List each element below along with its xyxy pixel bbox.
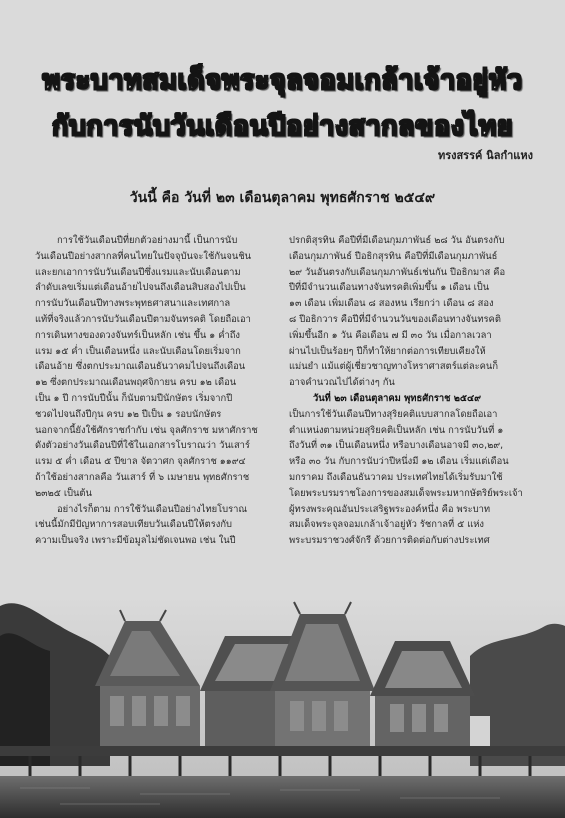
paragraph-line: ความเป็นจริง เพราะมีข้อมูลไม่ชัดเจนพอ เช่น ในปี	[35, 535, 236, 547]
paragraph-line: การเดินทางของดวงจันทร์เป็นหลัก เช่น ขึ้น ๑ ค่ำถึง	[35, 329, 240, 341]
paragraph-line: ๒๓๒๕ เป็นต้น	[35, 487, 92, 499]
paragraph-line: ปรกติสุรทิน คือปีที่มีเดือนกุมภาพันธ์ ๒๘ วัน อันตรงกับ	[289, 235, 505, 246]
paragraph-line: ๒๙ วันอันตรงกับเดือนกุมภาพันธ์เช่นกัน ปีอธิกมาส คือ	[289, 266, 506, 278]
paragraph-line: ๑๓ เดือน เพิ่มเดือน ๘ สองหน เรียกว่า เดือน ๘ สอง	[289, 298, 494, 310]
paragraph-line: เช่นนี้มักมีปัญหาการสอบเทียบวันเดือนปีให้ตรงกับ	[35, 519, 232, 531]
paragraph-line: แรม ๕ ค่ำ เดือน ๕ ปีขาล จัตวาศก จุลศักราช ๑๑๙๔	[35, 456, 246, 468]
article-title-line-2: กับการนับวันเดือนปีอย่างสากลของไทย	[51, 111, 514, 142]
paragraph-line: ถ้าใช้อย่างสากลคือ วันเสาร์ ที่ ๖ เมษายน พุทธศักราช	[35, 471, 250, 483]
paragraph-line: เดือนกุมภาพันธ์ ปีอธิกสุรทิน คือปีที่มีเดือนกุมภาพันธ์	[289, 250, 498, 262]
thai-house-photo	[0, 596, 565, 818]
paragraph-line: ๘ ปีอธิกวาร คือปีที่มีจำนวนวันของเดือนทางจันทรคติ	[289, 313, 501, 325]
paragraph-line: อย่างไรก็ตาม การใช้วันเดือนปีอย่างไทยโบราณ	[57, 503, 248, 515]
right-text-column	[289, 233, 533, 549]
paragraph-line: นอกจากนี้ยังใช้ศักราชกำกับ เช่น จุลศักราช มหาศักราช	[35, 424, 258, 436]
paragraph-line: แม่นยำ แม้แต่ผู้เชี่ยวชาญทางโหราศาสตร์แต่ละคนก็	[289, 361, 499, 373]
paragraph-line: เป็นการใช้วันเดือนปีทางสุริยคติแบบสากลโดยถือเอา	[289, 408, 498, 420]
paragraph-line: ตำแหน่งตามหน่วยสุริยคติเป็นหลัก เช่น การนับวันที่ ๑	[289, 424, 504, 436]
paragraph-line: เพิ่มขึ้นอีก ๑ วัน คือเดือน ๗ มี ๓๐ วัน เมื่อกาลเวลา	[289, 329, 492, 341]
dateline-heading: วันนี้ คือ วันที่ ๒๓ เดือนตุลาคม พุทธศักราช ๒๕๔๙	[129, 190, 436, 206]
paragraph-line: เดือนอ้าย ซึ่งตกประมาณเดือนธันวาคมไปจนถึงเดือน	[35, 361, 246, 373]
paragraph-line: การนับวันเดือนปีทางพระพุทธศาสนาและเทศกาล	[35, 298, 231, 310]
paragraph-line: และยกเอาการนับวันเดือนปีซึ่งแรมและนับเดือนตาม	[35, 266, 241, 278]
paragraph-line: มกราคม ถึงเดือนธันวาคม ประเทศไทยได้เริ่มรับมาใช้	[289, 471, 503, 483]
paragraph-line: วันเดือนปีอย่างสากลที่คนไทยในปัจจุบันจะใช้กันจนชิน	[35, 250, 252, 262]
paragraph-line: ลำดับเลขเริ่มแต่เดือนอ้ายไปจนถึงเดือนสิบสองไปเป็น	[35, 282, 246, 294]
left-text-column	[35, 233, 273, 549]
paragraph-line: การใช้วันเดือนปีที่ยกตัวอย่างมานี้ เป็นการนับ	[57, 235, 238, 246]
paragraph-line: ผ่านไปเป็นร้อยๆ ปีก็ทำให้ยากต่อการเทียบเคียงให้	[289, 345, 486, 357]
paragraph-line: อาจคำนวณไปได้ต่างๆ กัน	[289, 377, 395, 389]
paragraph-line: ปีที่มีจำนวนเดือนทางจันทรคติเพิ่มขึ้น ๑ เดือน เป็น	[289, 282, 490, 294]
paragraph-line: ดังตัวอย่างวันเดือนปีที่ใช้ในเอกสารโบราณว่า วันเสาร์	[35, 440, 250, 452]
article-title-line-1: พระบาทสมเด็จพระจุลจอมเกล้าเจ้าอยู่หัว	[42, 65, 523, 96]
paragraph-line: ผู้ทรงพระคุณอันประเสริฐพระองค์หนึ่ง คือ พระบาท	[289, 503, 491, 515]
paragraph-line: ชวดไปจนถึงปีกุน ครบ ๑๒ ปีเป็น ๑ รอบนักษัตร	[35, 408, 222, 420]
paragraph-line: แท้ที่จริงแล้วการนับวันเดือนปีตามจันทรคติ โดยถือเอา	[35, 313, 251, 325]
paragraph-line: หรือ ๓๐ วัน กับการนับว่าปีหนึ่งมี ๑๒ เดือน เริ่มแต่เดือน	[289, 456, 509, 468]
paragraph-line: พระบรมราชวงศ์จักรี ด้วยการติดต่อกับต่างประเทศ	[289, 535, 490, 547]
author-byline: ทรงสรรค์ นิลกำแหง	[437, 149, 533, 162]
paragraph-line: สมเด็จพระจุลจอมเกล้าเจ้าอยู่หัว รัชกาลที่ ๕ แห่ง	[289, 519, 484, 531]
paragraph-line: ถึงวันที่ ๓๑ เป็นเดือนหนึ่ง หรือบางเดือนอาจมี ๓๐,๒๙,	[289, 440, 504, 452]
paragraph-line: แรม ๑๕ ค่ำ เป็นเดือนหนึ่ง และนับเดือนโดยเริ่มจาก	[35, 345, 241, 357]
paragraph-line: ๑๒ ซึ่งตกประมาณเดือนพฤศจิกายน ครบ ๑๒ เดือน	[35, 377, 237, 389]
paragraph-line: เป็น ๑ ปี การนับปีนั้น ก็นับตามปีนักษัตร เริ่มจากปี	[35, 392, 233, 404]
section-heading: วันที่ ๒๓ เดือนตุลาคม พุทธศักราช ๒๕๔๙	[313, 392, 481, 404]
paragraph-line: โดยพระบรมราชโองการของสมเด็จพระมหากษัตริย์พระเจ้า	[289, 487, 523, 499]
